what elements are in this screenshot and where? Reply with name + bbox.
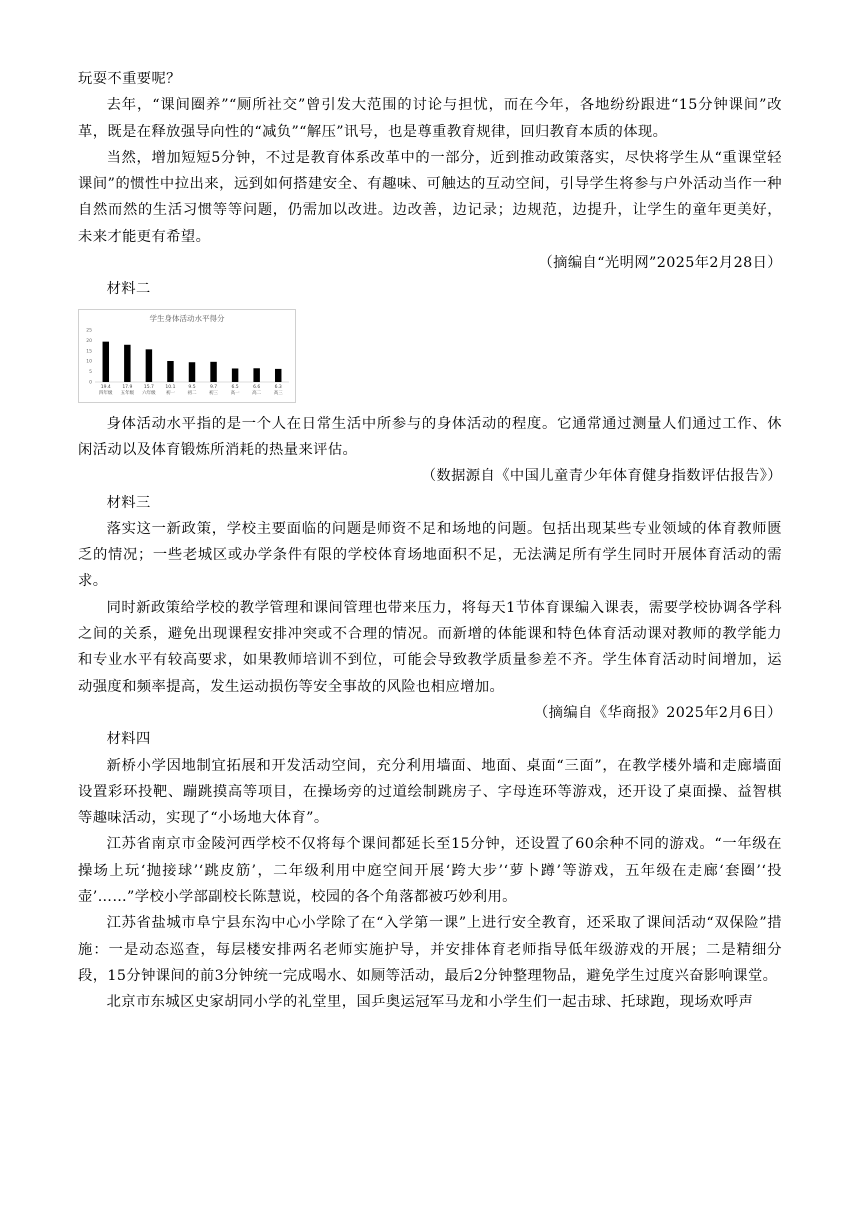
paragraph: 北京市东城区史家胡同小学的礼堂里，国乒奥运冠军马龙和小学生们一起击球、托球跑，现场欢呼声: [106, 994, 754, 1011]
bar-初三: [210, 361, 216, 381]
data-label: 6.6: [253, 384, 261, 390]
bar-高一: [232, 368, 238, 382]
paragraph: 江苏省南京市金陵河西学校不仅将每个课间都延长至15分钟，还设置了60余种不同的游戏。“一年级在操场上玩‘抛接球’‘跳皮筋’，二年级利用中庭空间开展‘跨大步’‘萝卜蹲’等游戏，五年级在走廊‘套圈’‘投壶’……”学校小学部副校长陈慧说，校园的各个角落都被巧妙利用。: [78, 836, 782, 906]
source-citation: （摘编自“光明网”2025年2月28日）: [538, 255, 782, 272]
x-tick-label: 初一: [165, 390, 175, 396]
bar-chart: [79, 310, 295, 402]
y-tick-label: 15: [86, 348, 92, 354]
data-label: 9.5: [188, 384, 196, 390]
bar-六年级: [146, 349, 152, 382]
x-tick-label: 高三: [273, 390, 283, 396]
x-tick-label: 五年级: [120, 390, 135, 396]
paragraph: 同时新政策给学校的教学管理和课间管理也带来压力，将每天1节体育课编入课表，需要学校协调各学科之间的关系，避免出现课程安排冲突或不合理的情况。而新增的体能课和特色体育活动课对教师的教学能力和专业水平有较高要求，如果教师培训不到位，可能会导致教学质量参差不齐。学生体育活动时间增加，运动强度和频率提高，发生运动损伤等安全事故的风险也相应增加。: [78, 599, 782, 695]
bar-初一: [167, 361, 173, 382]
source-citation: （摘编自《华商报》2025年2月6日）: [533, 704, 782, 721]
paragraph: 玩耍不重要呢？: [78, 71, 181, 87]
y-tick-label: 25: [86, 328, 92, 334]
x-tick-label: 六年级: [142, 390, 156, 396]
x-tick-label: 四年级: [99, 390, 113, 396]
material-label: 材料二: [106, 281, 151, 298]
paragraph: 落实这一新政策，学校主要面临的问题是师资不足和场地的问题。包括出现某些专业领域的体育教师匮乏的情况；一些老城区或办学条件有限的学校体育场地面积不足，无法满足所有学生同时开展体育活动的需求。: [78, 520, 782, 590]
bar-五年级: [124, 344, 130, 381]
bar-高二: [253, 368, 259, 382]
x-tick-label: 高二: [252, 390, 262, 396]
bar-chart-figure: [78, 309, 296, 403]
y-tick-label: 20: [86, 338, 92, 344]
chart-title: 学生身体活动水平得分: [149, 313, 225, 323]
material-label: 材料三: [106, 494, 151, 511]
data-label: 17.9: [122, 384, 133, 390]
bar-高三: [275, 369, 281, 382]
y-tick-label: 5: [89, 369, 92, 375]
y-tick-label: 10: [86, 359, 92, 365]
paragraph: 去年，“课间圈养”“厕所社交”曾引发大范围的讨论与担忧，而在今年，各地纷纷跟进“15分钟课间”改革，既是在释放强导向性的“减负”“解压”讯号，也是尊重教育规律，回归教育本质的体现。: [78, 97, 782, 140]
data-label: 6.3: [274, 384, 282, 390]
paragraph: 新桥小学因地制宜拓展和开发活动空间，充分利用墙面、地面、桌面“三面”，在教学楼外墙和走廊墙面设置彩环投靶、蹦跳摸高等项目，在操场旁的过道绘制跳房子、字母连环等游戏，还开设了桌面操、益智棋等趣味活动，实现了“小场地大体育”。: [78, 757, 782, 827]
x-tick-label: 初二: [187, 390, 197, 396]
data-label: 9.7: [209, 384, 218, 390]
data-label: 6.5: [231, 384, 239, 390]
source-citation: （数据源自《中国儿童青少年体育健身指数评估报告》）: [421, 468, 782, 485]
x-tick-label: 高一: [230, 390, 240, 396]
data-label: 19.4: [100, 384, 111, 390]
bar-初二: [189, 362, 195, 382]
y-tick-label: 0: [89, 380, 92, 386]
data-label: 15.7: [143, 384, 154, 390]
paragraph: 江苏省盐城市阜宁县东沟中心小学除了在“入学第一课”上进行安全教育，还采取了课间活动“双保险”措施：一是动态巡查，每层楼安排两名老师实施护导，并安排体育老师指导低年级游戏的开展；二是精细分段，15分钟课间的前3分钟统一完成喝水、如厕等活动，最后2分钟整理物品，避免学生过度兴奋影响课堂。: [78, 915, 782, 984]
paragraph: 当然，增加短短5分钟，不过是教育体系改革中的一部分，近到推动政策落实，尽快将学生从“重课堂轻课间”的惯性中拉出来，远到如何搭建安全、有趣味、可触达的互动空间，引导学生将参与户外活动当作一种自然而然的生活习惯等等问题，仍需加以改进。边改善，边记录；边规范，边提升，让学生的童年更美好，未来才能更有希望。: [78, 149, 782, 245]
x-tick-label: 初三: [209, 390, 219, 396]
paragraph: 身体活动水平指的是一个人在日常生活中所参与的身体活动的程度。它通常通过测量人们通过工作、休闲活动以及体育锻炼所消耗的热量来评估。: [78, 415, 782, 458]
material-label: 材料四: [106, 731, 151, 748]
bar-四年级: [103, 341, 109, 381]
document-page: [78, 66, 782, 1016]
data-label: 10.1: [165, 384, 176, 390]
